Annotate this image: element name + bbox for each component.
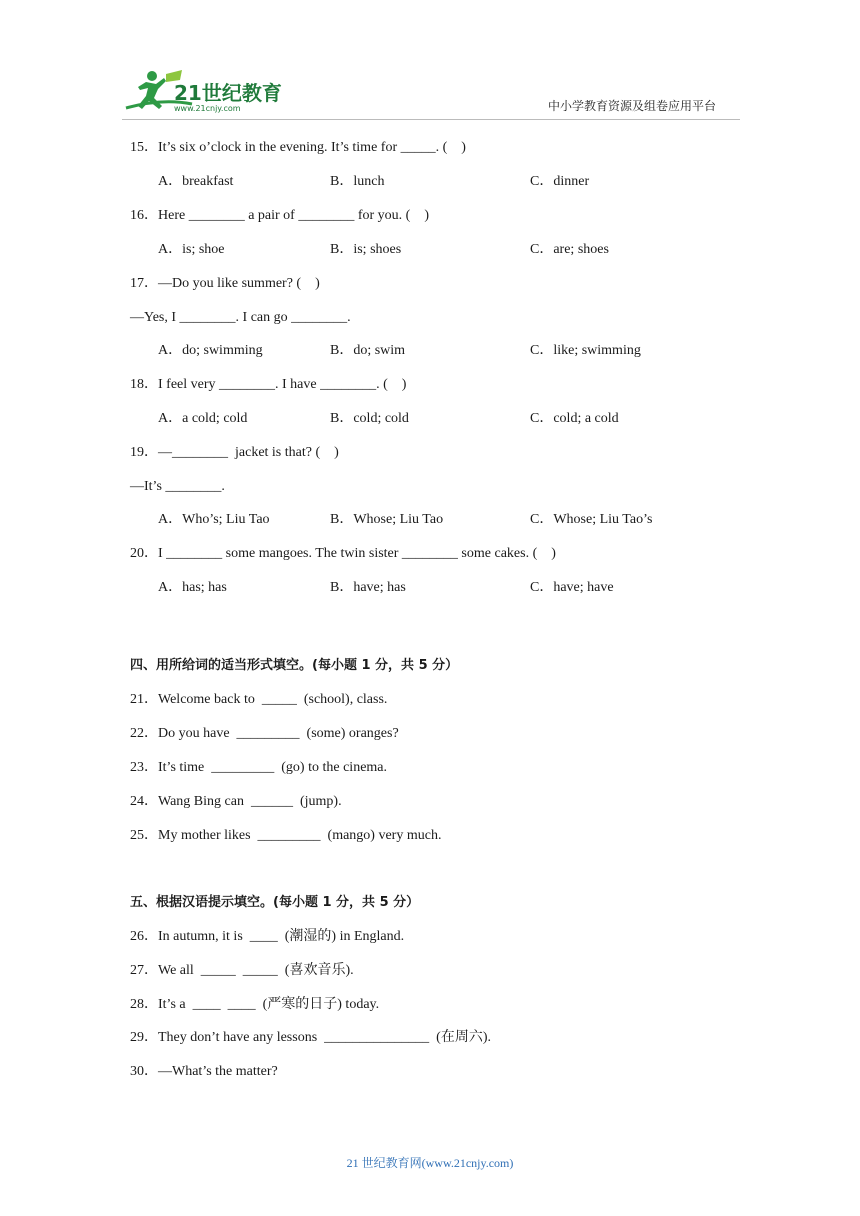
logo-text: 21世纪教育: [174, 81, 282, 105]
question-20: 20．I ________ some mangoes. The twin sister ________ some cakes. ( ): [130, 546, 556, 561]
question-21: 21．Welcome back to _____ (school), class.: [130, 692, 388, 707]
header-platform-text: 中小学教育资源及组卷应用平台: [548, 99, 717, 113]
option-20-c: C．have; have: [530, 580, 614, 595]
section-5-heading: 五、根据汉语提示填空。(每小题 1 分，共 5 分）: [130, 895, 420, 910]
option-16-b: B．is; shoes: [330, 242, 402, 257]
option-17-a: A．do; swimming: [158, 343, 263, 358]
question-24: 24．Wang Bing can ______ (jump).: [130, 794, 342, 809]
option-17-b: B．do; swim: [330, 343, 406, 358]
question-23: 23．It’s time _________ (go) to the cinema.: [130, 760, 388, 775]
question-19: 19．—________ jacket is that? ( ): [130, 445, 339, 460]
option-16-a: A．is; shoe: [158, 242, 225, 257]
option-15-c: C．dinner: [530, 174, 590, 189]
question-27: 27．We all _____ _____ (喜欢音乐).: [130, 963, 354, 978]
question-26: 26．In autumn, it is ____ (潮湿的) in England.: [130, 929, 405, 944]
site-logo: [122, 68, 292, 114]
question-15: 15．It’s six o’clock in the evening. It’s time for _____. ( ): [130, 140, 466, 155]
option-19-a: A．Who’s; Liu Tao: [158, 512, 270, 527]
question-30: 30．—What’s the matter?: [130, 1064, 278, 1079]
option-20-a: A．has; has: [158, 580, 227, 595]
question-25: 25．My mother likes _________ (mango) very much.: [130, 828, 442, 843]
option-15-a: A．breakfast: [158, 174, 234, 189]
option-18-a: A．a cold; cold: [158, 411, 248, 426]
logo-url: www.21cnjy.com: [174, 104, 241, 113]
option-20-b: B．have; has: [330, 580, 406, 595]
question-29: 29．They don’t have any lessons _______________ (在周六).: [130, 1030, 491, 1045]
question-17-line-2: —Yes, I ________. I can go ________.: [130, 310, 351, 325]
option-18-b: B．cold; cold: [330, 411, 409, 426]
option-17-c: C．like; swimming: [530, 343, 641, 358]
running-man-logo-icon: [122, 68, 292, 114]
question-28: 28．It’s a ____ ____ (严寒的日子) today.: [130, 997, 380, 1012]
question-22: 22．Do you have _________ (some) oranges?: [130, 726, 399, 741]
option-19-b: B．Whose; Liu Tao: [330, 512, 444, 527]
header-divider: [122, 119, 740, 120]
option-18-c: C．cold; a cold: [530, 411, 619, 426]
option-15-b: B．lunch: [330, 174, 385, 189]
option-19-c: C．Whose; Liu Tao’s: [530, 512, 653, 527]
section-4-heading: 四、用所给词的适当形式填空。(每小题 1 分，共 5 分）: [130, 658, 459, 673]
question-17: 17．—Do you like summer? ( ): [130, 276, 320, 291]
footer-link[interactable]: 21 世纪教育网(www.21cnjy.com): [346, 1156, 514, 1170]
question-18: 18．I feel very ________. I have ________. ( ): [130, 377, 407, 392]
question-19-line-2: —It’s ________.: [130, 479, 225, 494]
question-16: 16．Here ________ a pair of ________ for you. ( ): [130, 208, 429, 223]
option-16-c: C．are; shoes: [530, 242, 609, 257]
